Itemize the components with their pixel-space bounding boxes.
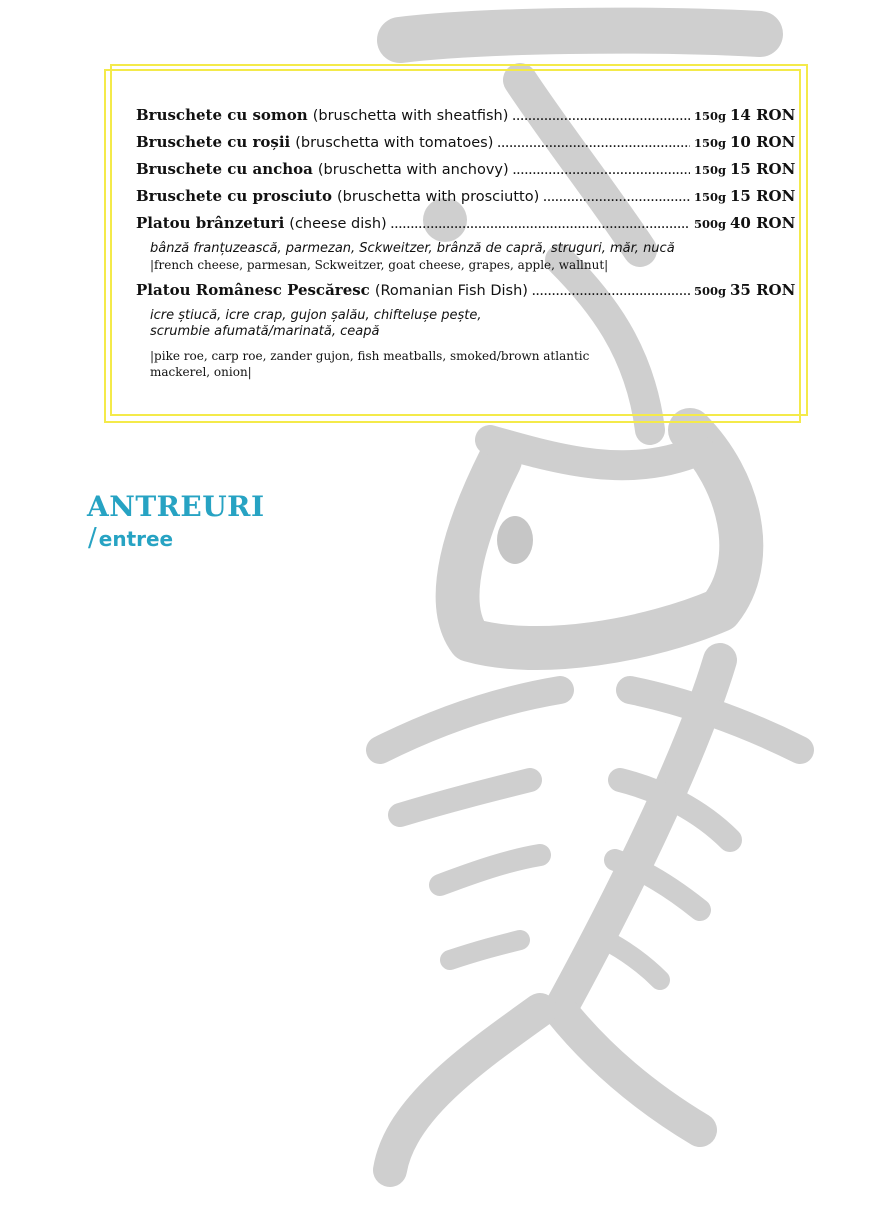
menu-item-bruschete-anchoa <box>136 160 796 187</box>
item-english: (bruschetta with sheatfish) <box>312 108 509 124</box>
item-price: 40 RON <box>730 214 796 232</box>
dot-leader <box>543 193 690 204</box>
menu-item-platou-branzeturi <box>136 214 796 241</box>
item-weight: 150g <box>694 109 727 123</box>
item-name: Platou Românesc Pescăresc <box>136 281 370 299</box>
item-name: Platou brânzeturi <box>136 214 285 232</box>
item-weight: 150g <box>694 163 727 177</box>
description-romanian: scrumbie afumată/marinată, ceapă <box>150 324 380 339</box>
item-name: Bruschete cu anchoa <box>136 160 313 178</box>
item-name: Bruschete cu prosciuto <box>136 187 332 205</box>
item-price: 35 RON <box>730 281 796 299</box>
subtitle-slash: / <box>88 523 97 553</box>
item-price: 10 RON <box>730 133 796 151</box>
menu-item-bruschete-rosii <box>136 133 796 160</box>
dot-leader <box>497 139 690 150</box>
item-name: Bruschete cu somon <box>136 106 308 124</box>
menu-list <box>136 106 796 380</box>
menu-item-platou-pescaresc <box>136 281 796 308</box>
item-english: (bruschetta with anchovy) <box>317 162 509 178</box>
item-english: (bruschetta with tomatoes) <box>295 135 494 151</box>
item-weight: 500g <box>694 284 727 298</box>
dot-leader <box>391 220 690 231</box>
description-romanian: bânză franțuzească, parmezan, Sckweitzer, brânză de capră, struguri, măr, nucă <box>150 241 675 256</box>
item-description <box>150 241 790 273</box>
item-weight: 150g <box>694 190 727 204</box>
dot-leader <box>513 166 690 177</box>
description-english: |pike roe, carp roe, zander gujon, fish meatballs, smoked/brown atlantic <box>150 349 590 363</box>
item-weight: 150g <box>694 136 727 150</box>
item-description <box>150 308 790 380</box>
item-price: 15 RON <box>730 160 796 178</box>
description-english: mackerel, onion| <box>150 365 252 379</box>
item-english: (Romanian Fish Dish) <box>374 283 528 299</box>
item-name: Bruschete cu roșii <box>136 133 291 151</box>
description-english: |french cheese, parmesan, Sckweitzer, goat cheese, grapes, apple, wallnut| <box>150 258 609 272</box>
item-english: (cheese dish) <box>289 216 387 232</box>
item-weight: 500g <box>694 217 727 231</box>
description-romanian: icre știucă, icre crap, gujon șalău, chiftelușe pește, <box>150 308 482 323</box>
item-english: (bruschetta with prosciutto) <box>336 189 540 205</box>
menu-item-bruschete-somon <box>136 106 796 133</box>
item-price: 14 RON <box>730 106 796 124</box>
dot-leader <box>532 287 690 298</box>
item-price: 15 RON <box>730 187 796 205</box>
dot-leader <box>512 112 690 123</box>
section-title: ANTREURI <box>87 490 265 523</box>
menu-item-bruschete-prosciuto <box>136 187 796 214</box>
section-subtitle <box>88 523 173 553</box>
subtitle-text: entree <box>98 527 174 551</box>
